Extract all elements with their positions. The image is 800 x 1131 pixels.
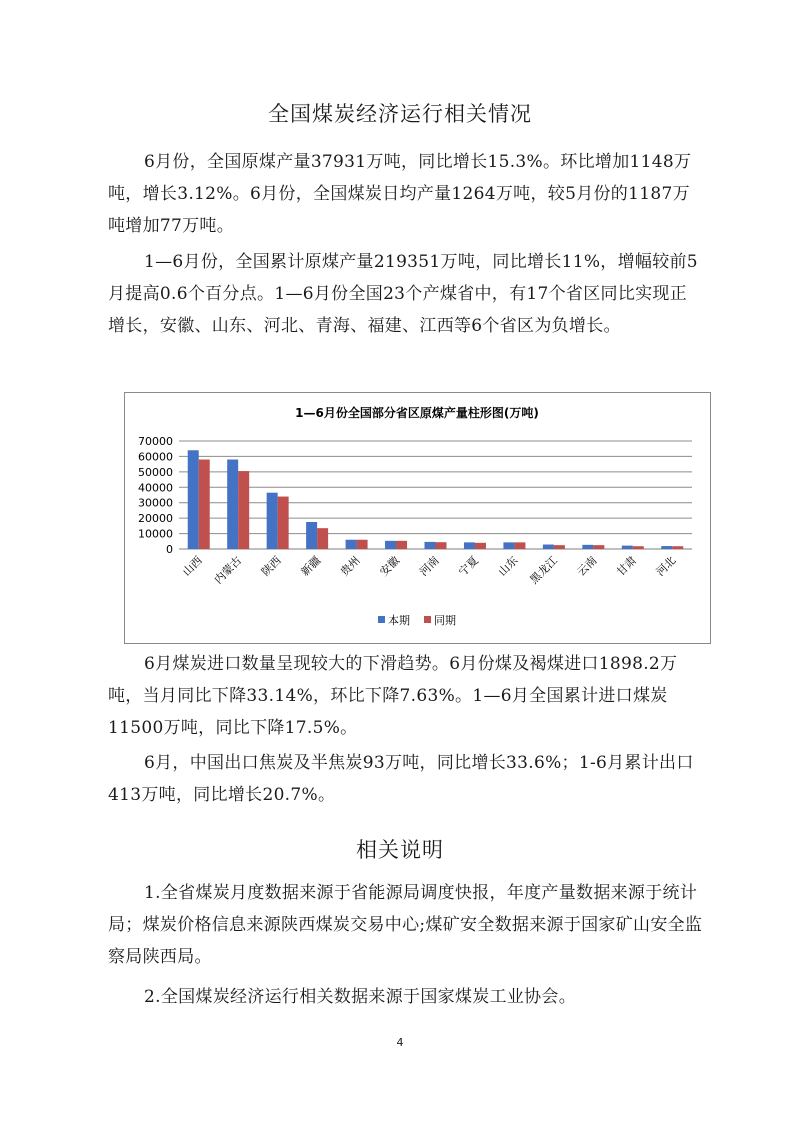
bar-同期	[278, 497, 289, 549]
legend-label: 同期	[434, 614, 456, 627]
y-tick-label: 10000	[138, 527, 173, 541]
bar-本期	[425, 542, 436, 549]
page-title: 全国煤炭经济运行相关情况	[268, 102, 532, 126]
bar-同期	[357, 540, 368, 549]
x-category-label: 河南	[416, 553, 442, 579]
y-tick-label: 0	[166, 543, 173, 556]
bar-同期	[436, 542, 447, 549]
x-category-label: 安徽	[377, 553, 403, 579]
x-category-label: 内蒙古	[211, 553, 245, 587]
bar-本期	[582, 545, 593, 549]
bar-本期	[306, 522, 317, 549]
bar-同期	[514, 542, 525, 549]
bar-同期	[554, 545, 565, 549]
chart-y-ticks	[138, 435, 173, 556]
paragraph-june-output: 6月份，全国原煤产量37931万吨，同比增长15.3%。环比增加1148万吨，增长3.12%。6月份，全国煤炭日均产量1264万吨，较5月份的1187万吨增加77万吨。	[108, 152, 692, 236]
chart-title: 1—6月份全国部分省区原煤产量柱形图(万吨)	[295, 406, 539, 420]
bar-本期	[464, 542, 475, 549]
page-number: 4	[396, 1036, 404, 1049]
bar-同期	[199, 460, 210, 549]
chart-legend	[378, 613, 456, 627]
bar-本期	[503, 542, 514, 549]
bar-本期	[543, 545, 554, 549]
x-category-label: 甘肃	[614, 553, 639, 579]
y-tick-label: 20000	[138, 512, 173, 526]
x-category-label: 山西	[180, 553, 205, 579]
x-category-label: 山东	[495, 553, 521, 579]
bar-同期	[633, 546, 644, 549]
bar-本期	[227, 460, 238, 549]
bar-本期	[267, 493, 278, 549]
bar-同期	[475, 543, 486, 549]
note-item-2: 2.全国煤炭经济运行相关数据来源于国家煤炭工业协会。	[144, 987, 577, 1007]
legend-label: 本期	[388, 614, 410, 627]
bar-本期	[346, 540, 357, 549]
paragraph-imports: 6月煤炭进口数量呈现较大的下滑趋势。6月份煤及褐煤进口1898.2万吨，当月同比下降33.14%，环比下降7.63%。1—6月全国累计进口煤炭11500万吨，同比下降17.5%。	[108, 654, 678, 738]
bar-本期	[188, 450, 199, 549]
note-item-1: 1.全省煤炭月度数据来源于省能源局调度快报，年度产量数据来源于统计局；煤炭价格信息来源陕西煤炭交易中心;煤矿安全数据来源于国家矿山安全监察局陕西局。	[108, 883, 703, 967]
chart-canvas	[125, 393, 710, 643]
x-category-label: 河北	[653, 553, 679, 579]
x-category-label: 贵州	[337, 553, 363, 579]
bar-同期	[238, 471, 249, 549]
bar-同期	[672, 546, 683, 549]
chart-bars	[188, 450, 684, 549]
paragraph-cumulative-output: 1—6月份，全国累计原煤产量219351万吨，同比增长11%，增幅较前5月提高0.6个百分点。1—6月份全国23个产煤省中，有17个省区同比实现正增长，安徽、山东、河北、青海、福建、江西等6个省区为负增长。	[108, 252, 698, 336]
bar-本期	[661, 546, 672, 549]
y-tick-label: 60000	[138, 450, 173, 464]
notes-heading: 相关说明	[356, 838, 444, 862]
y-tick-label: 70000	[138, 435, 173, 448]
y-tick-label: 50000	[138, 465, 173, 479]
x-category-label: 黑龙江	[527, 553, 561, 587]
x-category-label: 云南	[574, 553, 600, 579]
x-category-label: 陕西	[259, 553, 284, 579]
chart-gridlines	[179, 441, 692, 549]
bar-同期	[593, 545, 604, 549]
legend-swatch	[424, 616, 431, 623]
bar-同期	[317, 528, 328, 549]
bar-本期	[622, 546, 633, 549]
paragraph-exports: 6月，中国出口焦炭及半焦炭93万吨，同比增长33.6%；1-6月累计出口413万吨，同比增长20.7%。	[108, 753, 694, 805]
chart-x-labels	[180, 553, 678, 586]
x-category-label: 新疆	[298, 553, 324, 579]
production-bar-chart	[124, 392, 711, 644]
legend-swatch	[378, 616, 385, 623]
bar-本期	[385, 541, 396, 549]
bar-同期	[396, 541, 407, 549]
x-category-label: 宁夏	[456, 553, 482, 579]
y-tick-label: 30000	[138, 496, 173, 510]
y-tick-label: 40000	[138, 481, 173, 495]
